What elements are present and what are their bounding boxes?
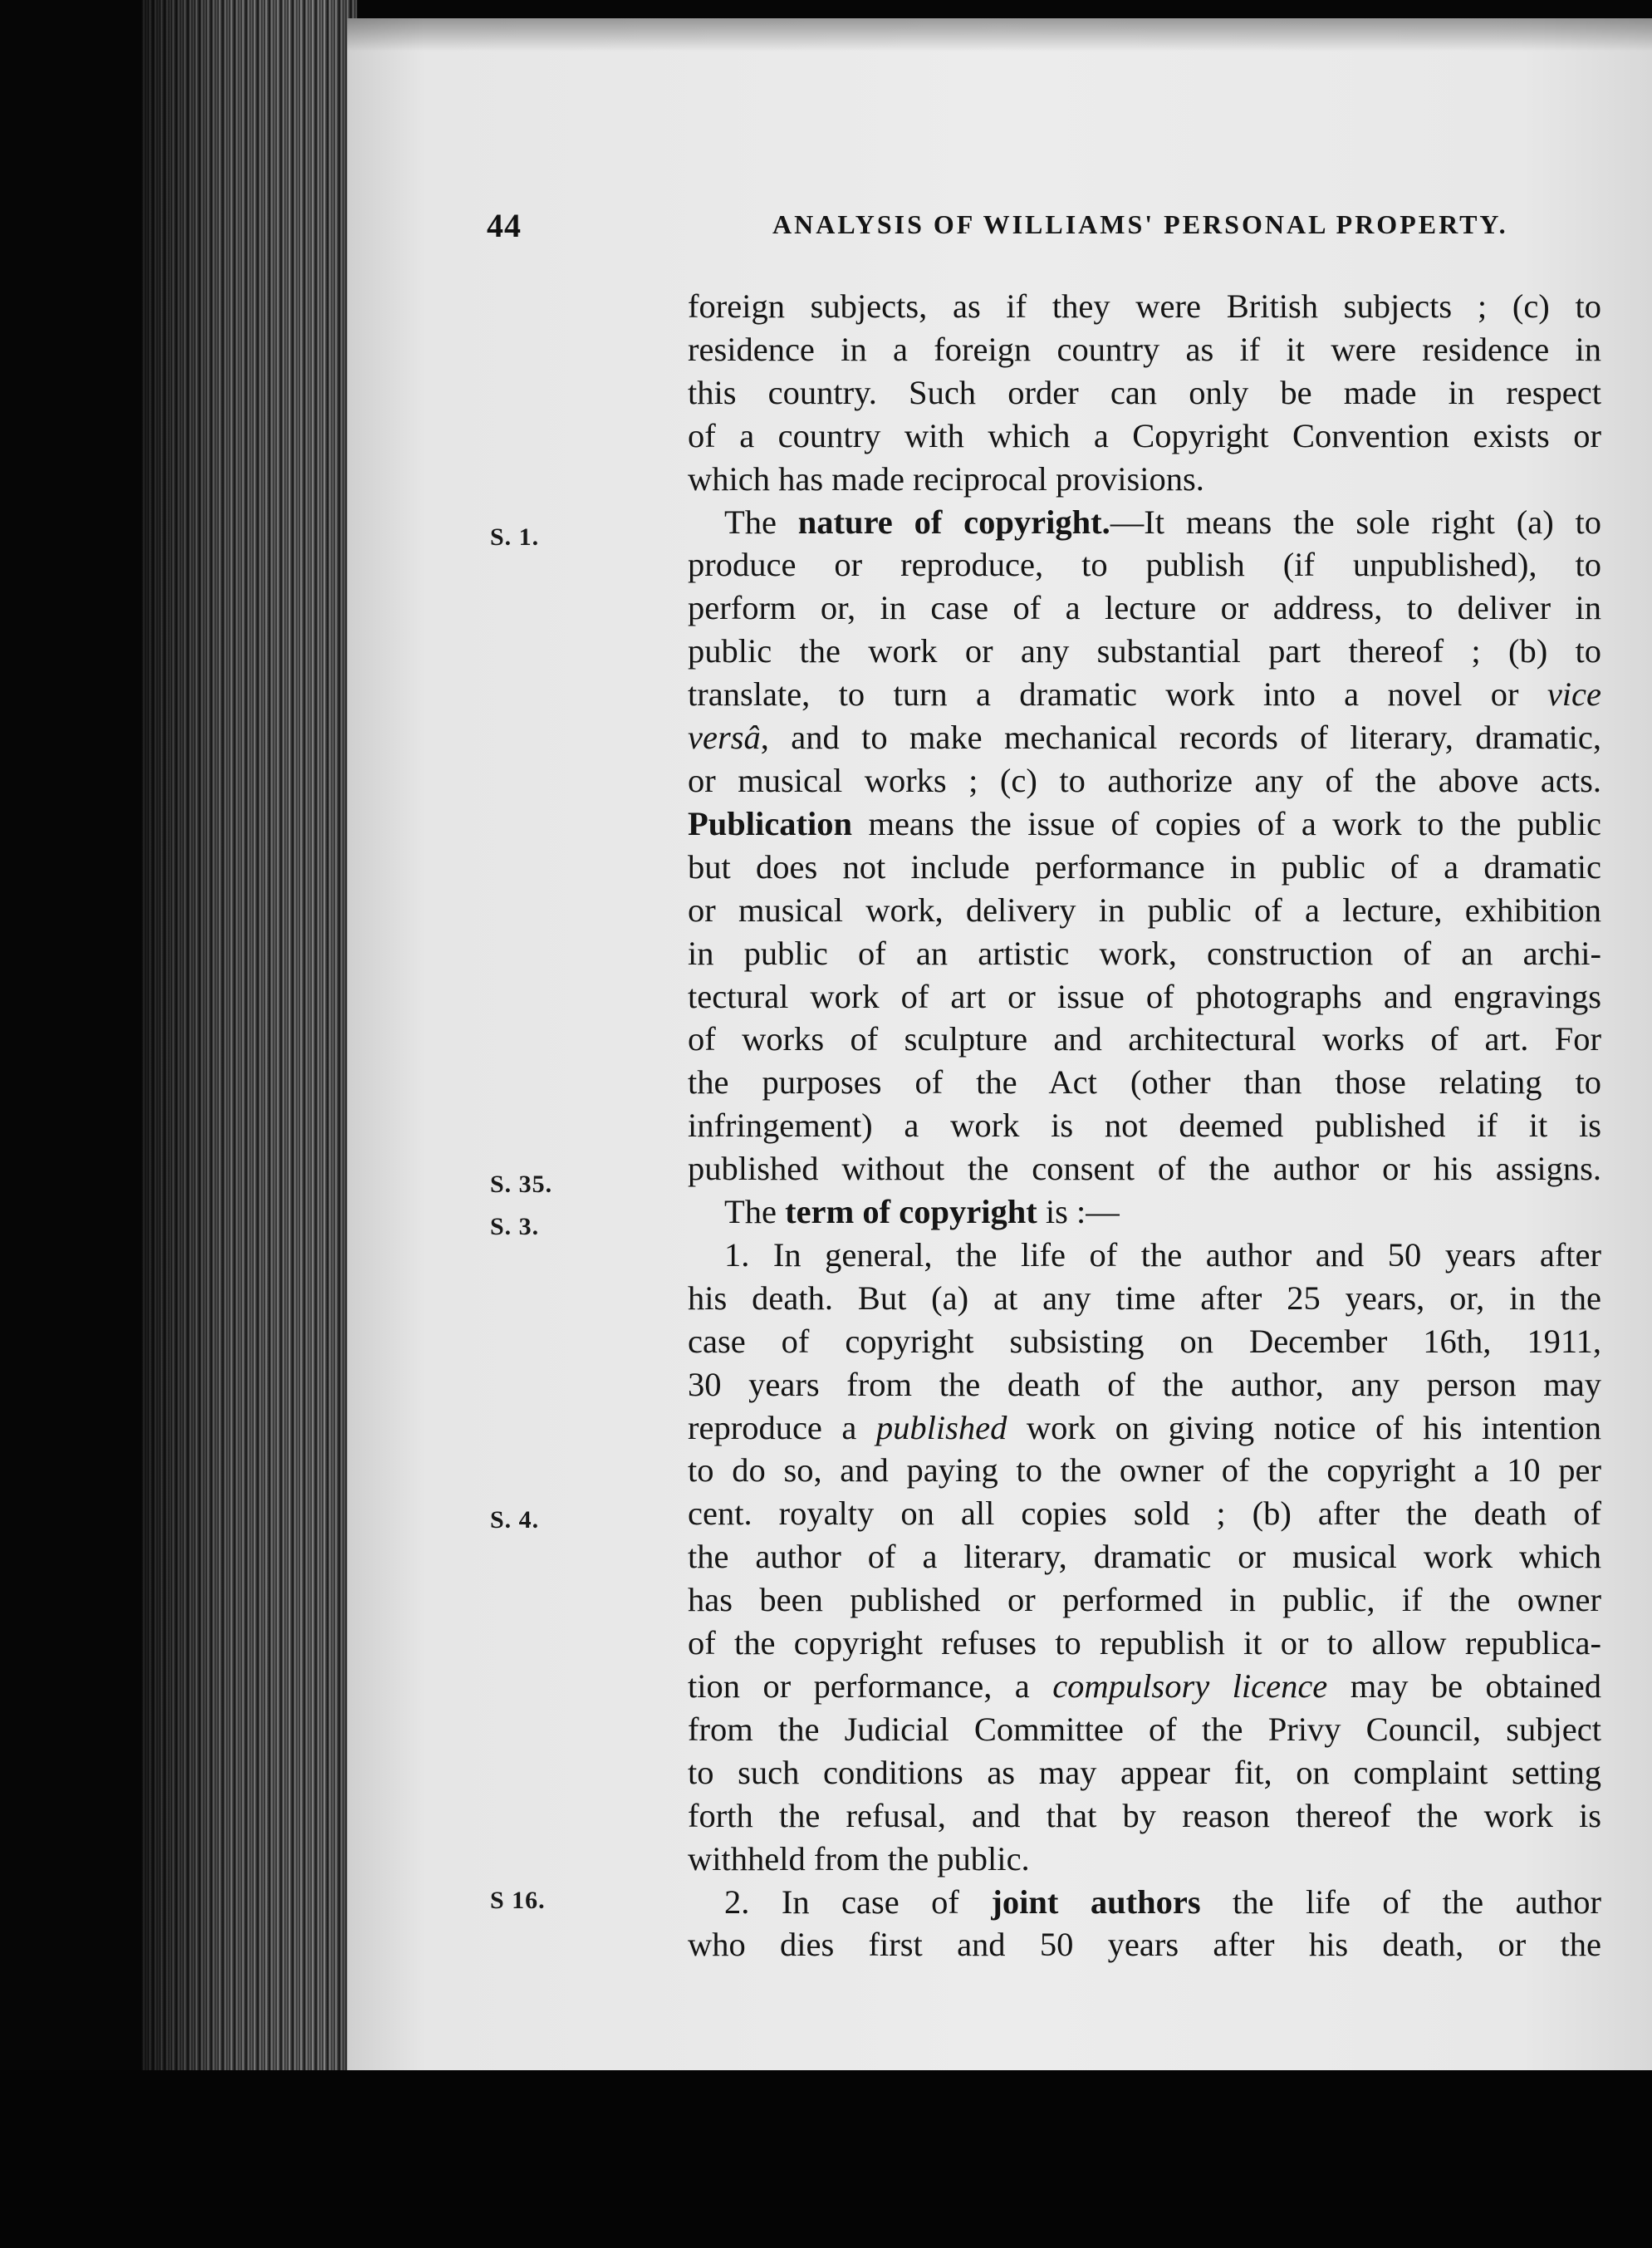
text-line: [688, 543, 1601, 587]
text-segment: perform or, in case of a lecture or address, to deliver in: [688, 589, 1601, 627]
text-segment: 30 years from the death of the author, any person may: [688, 1365, 1601, 1403]
text-line: [688, 371, 1601, 415]
italic-term: compulsory licence: [1052, 1667, 1328, 1705]
text-segment: but does not include performance in public of a dramatic: [688, 847, 1601, 886]
text-line: [688, 501, 1601, 544]
text-segment: , and to make mechanical records of literary, dramatic,: [760, 719, 1601, 757]
text-segment: who dies first and 50 years after his death, or the: [688, 1926, 1601, 1964]
text-segment: tectural work of art or issue of photographs and engravings: [688, 977, 1601, 1015]
text-line: [688, 1277, 1601, 1320]
text-line: [688, 975, 1601, 1018]
text-line: [688, 587, 1601, 630]
text-segment: in public of an artistic work, construction of an archi-: [688, 934, 1601, 972]
text-segment: infringement) a work is not deemed published if it is: [688, 1107, 1601, 1145]
text-line: [688, 285, 1601, 328]
text-line: [688, 803, 1601, 846]
text-line: [688, 1363, 1601, 1406]
text-segment: The: [724, 503, 798, 541]
text-segment: the author of a literary, dramatic or musical work which: [688, 1538, 1601, 1576]
text-segment: withheld from the public.: [688, 1839, 1030, 1877]
bold-term: term of copyright: [785, 1193, 1037, 1231]
text-line: [688, 1881, 1601, 1924]
scan-bottom-margin: [0, 2070, 1652, 2248]
margin-note: S. 4.: [490, 1506, 540, 1534]
text-segment: means the issue of copies of a work to the public: [852, 804, 1601, 842]
text-segment: forth the refusal, and that by reason thereof the work is: [688, 1796, 1601, 1834]
text-segment: to such conditions as may appear fit, on complaint setting: [688, 1753, 1601, 1791]
text-segment: cent. royalty on all copies sold ; (b) after the death of: [688, 1495, 1601, 1533]
italic-term: published: [875, 1408, 1007, 1446]
text-line: [688, 1923, 1601, 1966]
text-line: [688, 1406, 1601, 1450]
text-line: [688, 1492, 1601, 1535]
margin-note: S 16.: [490, 1887, 546, 1914]
text-segment: to do so, and paying to the owner of the copyright a 10 per: [688, 1451, 1601, 1490]
text-segment: the purposes of the Act (other than those relating to: [688, 1063, 1601, 1102]
text-line: [688, 415, 1601, 458]
page-top-shadow: [347, 18, 1652, 52]
text-line: [688, 1449, 1601, 1492]
text-segment: his death. But (a) at any time after 25 years, or, in the: [688, 1279, 1601, 1317]
text-segment: The: [724, 1193, 786, 1231]
text-line: [688, 1751, 1601, 1794]
text-line: [688, 1708, 1601, 1751]
text-segment: translate, to turn a dramatic work into a novel or: [688, 675, 1547, 714]
margin-note: S. 3.: [490, 1213, 540, 1240]
text-line: [688, 1578, 1601, 1622]
text-segment: may be obtained: [1327, 1667, 1601, 1705]
text-segment: 1. In general, the life of the author and 50 years after: [724, 1235, 1601, 1274]
text-segment: is :—: [1037, 1193, 1120, 1231]
bold-term: Publication: [688, 804, 853, 842]
text-segment: has been published or performed in public, if the owner: [688, 1581, 1601, 1619]
text-line: [688, 1794, 1601, 1838]
bold-term: nature of copyright.: [797, 503, 1110, 541]
text-line: [688, 1665, 1601, 1708]
text-segment: this country. Such order can only be made in respect: [688, 373, 1601, 411]
text-line: [688, 328, 1601, 371]
text-line: [688, 1234, 1601, 1277]
text-segment: produce or reproduce, to publish (if unpublished), to: [688, 546, 1601, 584]
text-line: [688, 846, 1601, 889]
text-segment: tion or performance, a: [688, 1667, 1053, 1705]
italic-term: vice: [1547, 675, 1601, 714]
text-segment: or musical works ; (c) to authorize any of the above acts.: [688, 761, 1601, 799]
bold-term: joint authors: [991, 1882, 1201, 1921]
text-segment: public the work or any substantial part thereof ; (b) to: [688, 632, 1601, 670]
margin-note: S. 1.: [490, 523, 540, 551]
text-segment: of works of sculpture and architectural works of art. For: [688, 1020, 1601, 1058]
text-line: [688, 1838, 1601, 1881]
text-segment: 2. In case of: [724, 1882, 992, 1921]
text-line: [688, 1535, 1601, 1578]
italic-term: versâ: [688, 719, 761, 757]
text-segment: residence in a foreign country as if it were residence in: [688, 330, 1601, 368]
text-segment: —It means the sole right (a) to: [1110, 503, 1601, 541]
text-line: [688, 630, 1601, 673]
text-segment: of a country with which a Copyright Convention exists or: [688, 416, 1601, 454]
text-segment: or musical work, delivery in public of a lecture, exhibition: [688, 891, 1601, 929]
text-line: [688, 889, 1601, 932]
text-line: [688, 673, 1601, 716]
text-segment: which has made reciprocal provisions.: [688, 459, 1204, 498]
text-line: [688, 1190, 1601, 1234]
text-line: [688, 1320, 1601, 1363]
text-line: [688, 458, 1601, 501]
text-segment: the life of the author: [1200, 1882, 1601, 1921]
text-segment: of the copyright refuses to republish it or to allow republica-: [688, 1624, 1601, 1662]
text-line: [688, 1061, 1601, 1104]
text-segment: published without the consent of the author or his assigns.: [688, 1150, 1601, 1188]
body-text: [688, 285, 1601, 1966]
page-edges-shadow: [141, 0, 357, 2093]
text-line: [688, 1622, 1601, 1665]
text-line: [688, 759, 1601, 803]
text-segment: case of copyright subsisting on December 16th, 1911,: [688, 1322, 1601, 1360]
text-segment: from the Judicial Committee of the Privy Council, subject: [688, 1710, 1601, 1748]
text-line: [688, 1018, 1601, 1061]
text-segment: work on giving notice of his intention: [1007, 1408, 1601, 1446]
text-segment: reproduce a: [688, 1408, 876, 1446]
text-line: [688, 716, 1601, 759]
text-segment: foreign subjects, as if they were British subjects ; (c) to: [688, 287, 1601, 325]
text-line: [688, 1104, 1601, 1147]
page-number: 44: [487, 207, 522, 244]
text-line: [688, 1147, 1601, 1190]
margin-note: S. 35.: [490, 1171, 553, 1198]
text-line: [688, 932, 1601, 975]
running-title: ANALYSIS OF WILLIAMS' PERSONAL PROPERTY.: [772, 209, 1508, 239]
